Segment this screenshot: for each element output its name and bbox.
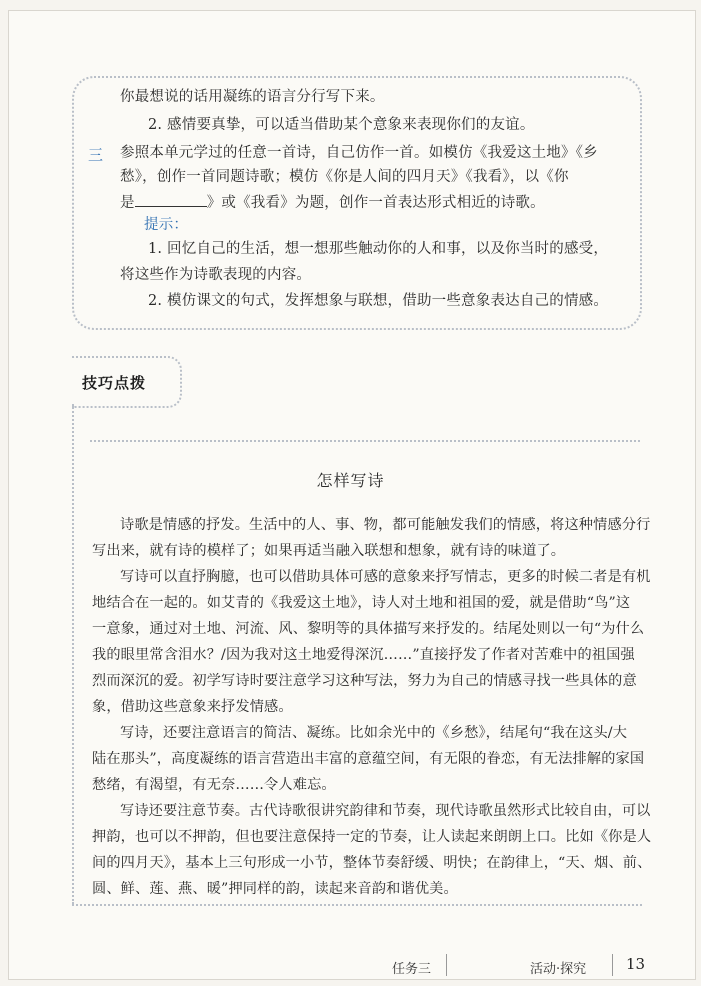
article-line: 押韵，也可以不押韵，但也要注意保持一定的节奏，让人读起来朗朗上口。比如《你是人	[92, 829, 652, 845]
task-line-5-post: 》或《我看》为题，创作一首表达形式相近的诗歌。	[206, 195, 545, 211]
article-line: 愁绪，有渴望，有无奈……令人难忘。	[92, 777, 336, 793]
article-line: 写诗，还要注意语言的简洁、凝练。比如余光中的《乡愁》，结尾句“我在这头/大	[120, 725, 628, 741]
article-line: 地结合在一起的。如艾青的《我爱这土地》，诗人对土地和祖国的爱，就是借助“鸟”这	[92, 595, 631, 611]
article-line: 写出来，就有诗的模样了；如果再适当融入联想和想象，就有诗的味道了。	[92, 543, 566, 559]
task-line-4: 愁》，创作一首同题诗歌；模仿《你是人间的四月天》《我看》，以《你	[120, 169, 569, 185]
footer-activity: 活动·探究	[530, 962, 587, 977]
task-line-2: 2. 感情要真挚，可以适当借助某个意象来表现你们的友谊。	[148, 117, 535, 133]
task-line-1: 你最想说的话用凝练的语言分行写下来。	[120, 89, 385, 105]
article-line: 我的眼里常含泪水？/因为我对这土地爱得深沉……”直接抒发了作者对苦难中的祖国强	[92, 647, 635, 663]
hint-label: 提示：	[144, 217, 189, 233]
article-line: 陆在那头”，高度凝练的语言营造出丰富的意蕴空间，有无限的眷恋，有无法排解的家国	[92, 751, 645, 767]
task-line-5-pre: 是	[120, 195, 135, 211]
footer-divider	[612, 954, 613, 976]
article-line: 写诗还要注意节奏。古代诗歌很讲究韵律和节奏，现代诗歌虽然形式比较自由，可以	[120, 803, 651, 819]
article-line: 间的四月天》，基本上三句形成一小节，整体节奏舒缓、明快；在韵律上，“天、烟、前、	[92, 855, 652, 871]
article-line: 写诗可以直抒胸臆，也可以借助具体可感的意象来抒写情志，更多的时候二者是有机	[120, 569, 651, 585]
footer-divider	[446, 954, 447, 976]
hint-1b: 将这些作为诗歌表现的内容。	[120, 267, 312, 283]
tips-top-divider	[90, 440, 640, 442]
hint-1a: 1. 回忆自己的生活，想一想那些触动你的人和事，以及你当时的感受，	[148, 241, 609, 257]
page-number: 13	[626, 955, 646, 973]
tips-title: 技巧点拨	[82, 374, 147, 392]
hint-2: 2. 模仿课文的句式，发挥想象与联想，借助一些意象表达自己的情感。	[148, 293, 609, 309]
tips-bottom-divider	[72, 904, 642, 906]
task-line-5	[120, 192, 545, 212]
fill-in-blank	[135, 192, 207, 207]
article-line: 象，借助这些意象来抒发情感。	[92, 699, 293, 715]
article-line: 诗歌是情感的抒发。生活中的人、事、物，都可能触发我们的情感，将这种情感分行	[120, 517, 651, 533]
article-line: 一意象，通过对土地、河流、风、黎明等的具体描写来抒发的。结尾处则以一句“为什么	[92, 621, 645, 637]
item-number: 三	[88, 146, 104, 164]
footer-task: 任务三	[392, 962, 432, 977]
article-line: 圆、鲜、莲、燕、暖”押同样的韵，读起来音韵和谐优美。	[92, 881, 458, 897]
article-line: 烈而深沉的爱。初学写诗时要注意学习这种写法，努力为自己的情感寻找一些具体的意	[92, 673, 637, 689]
article-title: 怎样写诗	[316, 471, 385, 490]
task-line-3: 参照本单元学过的任意一首诗，自己仿作一首。如模仿《我爱这土地》《乡	[120, 145, 598, 161]
